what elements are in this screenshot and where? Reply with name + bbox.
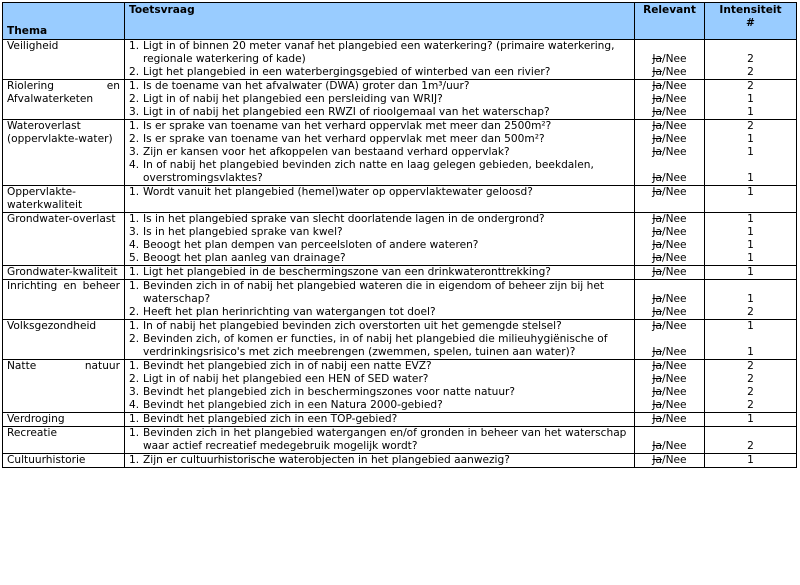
relevant-value (639, 373, 700, 386)
question-number: 1. (129, 213, 140, 225)
intensiteit-value: 1 (747, 320, 754, 332)
relevant-value (639, 239, 700, 252)
question-item (129, 186, 630, 199)
relevant-cell (635, 320, 705, 360)
intensiteit-cell (705, 280, 797, 320)
header-intensiteit (705, 3, 797, 40)
intensiteit-cell (705, 454, 797, 468)
intensiteit-value: 2 (747, 440, 754, 452)
question-text: Is in het plangebied sprake van slecht doorlatende lagen in de ondergrond? (143, 213, 545, 225)
relevant-value (639, 133, 700, 146)
question-text: Zijn er kansen voor het afkoppelen van bestaand verhard oppervlak? (143, 146, 510, 158)
intensiteit-value: 1 (747, 133, 754, 145)
table-row (3, 266, 797, 280)
relevant-cell (635, 186, 705, 213)
nee-option: /Nee (662, 120, 687, 132)
nee-option: /Nee (662, 146, 687, 158)
nee-option: /Nee (662, 66, 687, 78)
question-item (129, 40, 630, 66)
ja-option-struck: Ja (652, 80, 663, 92)
nee-option: /Nee (662, 454, 687, 466)
header-row (3, 3, 797, 40)
intensiteit-value: 1 (747, 293, 754, 305)
question-item (129, 386, 630, 399)
relevant-value (639, 306, 700, 319)
question-number: 1. (129, 40, 140, 52)
relevant-value (639, 159, 700, 185)
ja-option-struck: Ja (652, 360, 663, 372)
relevant-cell (635, 360, 705, 413)
relevant-value (639, 280, 700, 306)
question-text: Heeft het plan herinrichting van watergangen tot doel? (143, 306, 436, 318)
toetsvraag-cell (125, 40, 635, 80)
intensiteit-cell (705, 80, 797, 120)
intensiteit-value: 2 (747, 399, 754, 411)
nee-option: /Nee (662, 373, 687, 385)
question-text: Zijn er cultuurhistorische waterobjecten in het plangebied aanwezig? (143, 454, 510, 466)
intensiteit-value: 2 (747, 120, 754, 132)
ja-option-struck: Ja (652, 440, 663, 452)
table-row (3, 186, 797, 213)
thema-cell: Volksgezondheid (3, 320, 125, 360)
thema-cell: Grondwater-kwaliteit (3, 266, 125, 280)
table-row (3, 413, 797, 427)
table-row (3, 213, 797, 266)
ja-option-struck: Ja (652, 213, 663, 225)
toetsvraag-cell (125, 413, 635, 427)
intensiteit-value: 2 (747, 373, 754, 385)
relevant-value (639, 40, 700, 66)
toetsvraag-cell (125, 186, 635, 213)
toetsvraag-cell (125, 80, 635, 120)
ja-option-struck: Ja (652, 306, 663, 318)
question-item (129, 159, 630, 185)
intensiteit-value: 2 (747, 360, 754, 372)
question-item (129, 320, 630, 333)
ja-option-struck: Ja (652, 186, 663, 198)
ja-option-struck: Ja (652, 133, 663, 145)
ja-option-struck: Ja (652, 106, 663, 118)
intensiteit-value: 1 (747, 252, 754, 264)
nee-option: /Nee (662, 360, 687, 372)
toetsvraag-cell (125, 266, 635, 280)
question-number: 3. (129, 106, 140, 118)
question-item (129, 306, 630, 319)
question-number: 1. (129, 186, 140, 198)
toetsvraag-cell (125, 320, 635, 360)
thema-cell: Verdroging (3, 413, 125, 427)
nee-option: /Nee (662, 320, 687, 332)
question-number: 1. (129, 266, 140, 278)
question-number: 2. (129, 66, 140, 78)
question-item (129, 226, 630, 239)
relevant-value (639, 80, 700, 93)
question-text: Bevindt het plangebied zich in een TOP-gebied? (143, 413, 398, 425)
relevant-cell (635, 40, 705, 80)
relevant-value (639, 66, 700, 79)
relevant-cell (635, 213, 705, 266)
nee-option: /Nee (662, 386, 687, 398)
relevant-cell (635, 80, 705, 120)
relevant-value (639, 399, 700, 412)
nee-option: /Nee (662, 53, 687, 65)
relevant-value (639, 106, 700, 119)
intensiteit-value: 1 (747, 146, 754, 158)
relevant-cell (635, 454, 705, 468)
nee-option: /Nee (662, 80, 687, 92)
header-intensiteit-sub: # (746, 17, 755, 29)
question-text: Is de toename van het afvalwater (DWA) groter dan 1m³/uur? (143, 80, 470, 92)
question-item (129, 133, 630, 146)
ja-option-struck: Ja (652, 266, 663, 278)
relevant-cell (635, 266, 705, 280)
water-assessment-table (2, 2, 797, 468)
intensiteit-value: 2 (747, 66, 754, 78)
toetsvraag-cell (125, 120, 635, 186)
header-toetsvraag: Toetsvraag (125, 3, 635, 40)
relevant-value (639, 386, 700, 399)
question-item (129, 93, 630, 106)
table-row (3, 80, 797, 120)
question-item (129, 360, 630, 373)
table-row (3, 360, 797, 413)
question-item (129, 399, 630, 412)
ja-option-struck: Ja (652, 320, 663, 332)
thema-cell: Inrichting en beheer (3, 280, 125, 320)
ja-option-struck: Ja (652, 413, 663, 425)
question-item (129, 454, 630, 467)
relevant-value (639, 320, 700, 333)
question-item (129, 373, 630, 386)
question-number: 5. (129, 252, 140, 264)
nee-option: /Nee (662, 226, 687, 238)
question-item (129, 333, 630, 359)
relevant-value (639, 252, 700, 265)
relevant-value (639, 454, 700, 467)
ja-option-struck: Ja (652, 172, 663, 184)
relevant-value (639, 213, 700, 226)
question-text: Beoogt het plan aanleg van drainage? (143, 252, 346, 264)
question-text: Ligt het plangebied in de beschermingszone van een drinkwateronttrekking? (143, 266, 551, 278)
table-row (3, 120, 797, 186)
relevant-value (639, 360, 700, 373)
question-number: 3. (129, 386, 140, 398)
intensiteit-cell (705, 213, 797, 266)
header-relevant: Relevant (635, 3, 705, 40)
intensiteit-value: 1 (747, 346, 754, 358)
question-number: 1. (129, 120, 140, 132)
question-text: Bevinden zich in het plangebied watergangen en/of gronden in beheer van het waterschap waar actief recreatief medegebruik mogelijk wordt? (143, 427, 627, 452)
nee-option: /Nee (662, 413, 687, 425)
thema-cell: Grondwater-overlast (3, 213, 125, 266)
question-number: 1. (129, 320, 140, 332)
ja-option-struck: Ja (652, 386, 663, 398)
thema-cell: Natte natuur (3, 360, 125, 413)
header-intensiteit-label: Intensiteit (719, 4, 782, 16)
intensiteit-cell (705, 427, 797, 454)
toetsvraag-cell (125, 213, 635, 266)
nee-option: /Nee (662, 93, 687, 105)
question-item (129, 66, 630, 79)
ja-option-struck: Ja (652, 93, 663, 105)
question-item (129, 106, 630, 119)
nee-option: /Nee (662, 293, 687, 305)
toetsvraag-cell (125, 280, 635, 320)
ja-option-struck: Ja (652, 226, 663, 238)
question-text: Is er sprake van toename van het verhard oppervlak met meer dan 2500m²? (143, 120, 552, 132)
nee-option: /Nee (662, 346, 687, 358)
intensiteit-value: 2 (747, 306, 754, 318)
table-row (3, 427, 797, 454)
ja-option-struck: Ja (652, 346, 663, 358)
question-text: Ligt in of nabij het plangebied een persleiding van WRIJ? (143, 93, 443, 105)
toetsvraag-cell (125, 454, 635, 468)
thema-cell: Wateroverlast (oppervlakte-water) (3, 120, 125, 186)
nee-option: /Nee (662, 213, 687, 225)
question-text: Bevindt het plangebied zich in een Natura 2000-gebied? (143, 399, 443, 411)
thema-cell: Recreatie (3, 427, 125, 454)
relevant-value (639, 93, 700, 106)
question-text: In of nabij het plangebied bevinden zich overstorten uit het gemengde stelsel? (143, 320, 562, 332)
question-number: 4. (129, 159, 140, 171)
intensiteit-value: 1 (747, 172, 754, 184)
ja-option-struck: Ja (652, 252, 663, 264)
thema-cell: Veiligheid (3, 40, 125, 80)
question-text: Wordt vanuit het plangebied (hemel)water op oppervlaktewater geloosd? (143, 186, 533, 198)
thema-cell: Oppervlakte-waterkwaliteit (3, 186, 125, 213)
relevant-value (639, 413, 700, 426)
nee-option: /Nee (662, 133, 687, 145)
intensiteit-value: 2 (747, 80, 754, 92)
question-item (129, 146, 630, 159)
thema-cell: Cultuurhistorie (3, 454, 125, 468)
nee-option: /Nee (662, 266, 687, 278)
question-text: In of nabij het plangebied bevinden zich natte en laag gelegen gebieden, beekdalen, overstromingsvlaktes? (143, 159, 594, 184)
table-row (3, 280, 797, 320)
question-text: Bevinden zich in of nabij het plangebied wateren die in eigendom of beheer zijn bij het waterschap? (143, 280, 605, 305)
question-number: 4. (129, 239, 140, 251)
intensiteit-value: 1 (747, 106, 754, 118)
intensiteit-value: 1 (747, 213, 754, 225)
question-item (129, 266, 630, 279)
question-number: 1. (129, 413, 140, 425)
intensiteit-value: 1 (747, 454, 754, 466)
intensiteit-cell (705, 266, 797, 280)
relevant-value (639, 427, 700, 453)
question-text: Bevindt het plangebied zich in of nabij een natte EVZ? (143, 360, 432, 372)
intensiteit-value: 1 (747, 266, 754, 278)
nee-option: /Nee (662, 172, 687, 184)
nee-option: /Nee (662, 186, 687, 198)
question-number: 2. (129, 373, 140, 385)
question-item (129, 213, 630, 226)
question-text: Ligt in of nabij het plangebied een RWZI of rioolgemaal van het waterschap? (143, 106, 550, 118)
question-text: Ligt in of nabij het plangebied een HEN of SED water? (143, 373, 429, 385)
question-number: 1. (129, 360, 140, 372)
question-number: 1. (129, 280, 140, 292)
table-row (3, 320, 797, 360)
intensiteit-value: 1 (747, 226, 754, 238)
relevant-cell (635, 427, 705, 454)
intensiteit-cell (705, 360, 797, 413)
nee-option: /Nee (662, 399, 687, 411)
question-number: 3. (129, 226, 140, 238)
nee-option: /Nee (662, 239, 687, 251)
ja-option-struck: Ja (652, 146, 663, 158)
question-number: 1. (129, 80, 140, 92)
ja-option-struck: Ja (652, 66, 663, 78)
relevant-value (639, 186, 700, 199)
intensiteit-value: 1 (747, 186, 754, 198)
intensiteit-value: 1 (747, 239, 754, 251)
question-number: 3. (129, 146, 140, 158)
ja-option-struck: Ja (652, 293, 663, 305)
relevant-value (639, 146, 700, 159)
relevant-cell (635, 413, 705, 427)
question-number: 2. (129, 306, 140, 318)
question-item (129, 239, 630, 252)
relevant-value (639, 120, 700, 133)
question-number: 1. (129, 427, 140, 439)
question-number: 1. (129, 454, 140, 466)
toetsvraag-cell (125, 427, 635, 454)
intensiteit-cell (705, 40, 797, 80)
ja-option-struck: Ja (652, 120, 663, 132)
relevant-value (639, 333, 700, 359)
nee-option: /Nee (662, 440, 687, 452)
question-item (129, 252, 630, 265)
question-item (129, 427, 630, 453)
intensiteit-cell (705, 120, 797, 186)
toetsvraag-cell (125, 360, 635, 413)
question-text: Ligt in of binnen 20 meter vanaf het plangebied een waterkering? (primaire waterkering, regionale waterkering of kade) (143, 40, 615, 65)
intensiteit-cell (705, 320, 797, 360)
relevant-value (639, 226, 700, 239)
nee-option: /Nee (662, 106, 687, 118)
relevant-value (639, 266, 700, 279)
question-item (129, 120, 630, 133)
intensiteit-value: 1 (747, 93, 754, 105)
question-number: 2. (129, 133, 140, 145)
relevant-cell (635, 280, 705, 320)
question-number: 2. (129, 93, 140, 105)
intensiteit-value: 1 (747, 413, 754, 425)
question-text: Bevindt het plangebied zich in beschermingszones voor natte natuur? (143, 386, 516, 398)
question-text: Is in het plangebied sprake van kwel? (143, 226, 343, 238)
question-text: Bevinden zich, of komen er functies, in of nabij het plangebied die milieuhygiënische of verdrinkingsrisico's met zich meebrengen (zwemmen, spelen, tuinen aan water)? (143, 333, 608, 358)
table-row (3, 454, 797, 468)
ja-option-struck: Ja (652, 399, 663, 411)
intensiteit-value: 2 (747, 53, 754, 65)
ja-option-struck: Ja (652, 239, 663, 251)
intensiteit-value: 2 (747, 386, 754, 398)
ja-option-struck: Ja (652, 454, 663, 466)
intensiteit-cell (705, 413, 797, 427)
intensiteit-cell (705, 186, 797, 213)
relevant-cell (635, 120, 705, 186)
ja-option-struck: Ja (652, 373, 663, 385)
question-item (129, 80, 630, 93)
question-item (129, 280, 630, 306)
question-number: 4. (129, 399, 140, 411)
nee-option: /Nee (662, 306, 687, 318)
question-item (129, 413, 630, 426)
header-thema: Thema (3, 3, 125, 40)
ja-option-struck: Ja (652, 53, 663, 65)
question-text: Ligt het plangebied in een waterbergingsgebied of winterbed van een rivier? (143, 66, 551, 78)
thema-cell: Riolering en Afvalwaterketen (3, 80, 125, 120)
question-text: Beoogt het plan dempen van perceelsloten of andere wateren? (143, 239, 479, 251)
table-row (3, 40, 797, 80)
question-text: Is er sprake van toename van het verhard oppervlak met meer dan 500m²? (143, 133, 545, 145)
nee-option: /Nee (662, 252, 687, 264)
question-number: 2. (129, 333, 140, 345)
